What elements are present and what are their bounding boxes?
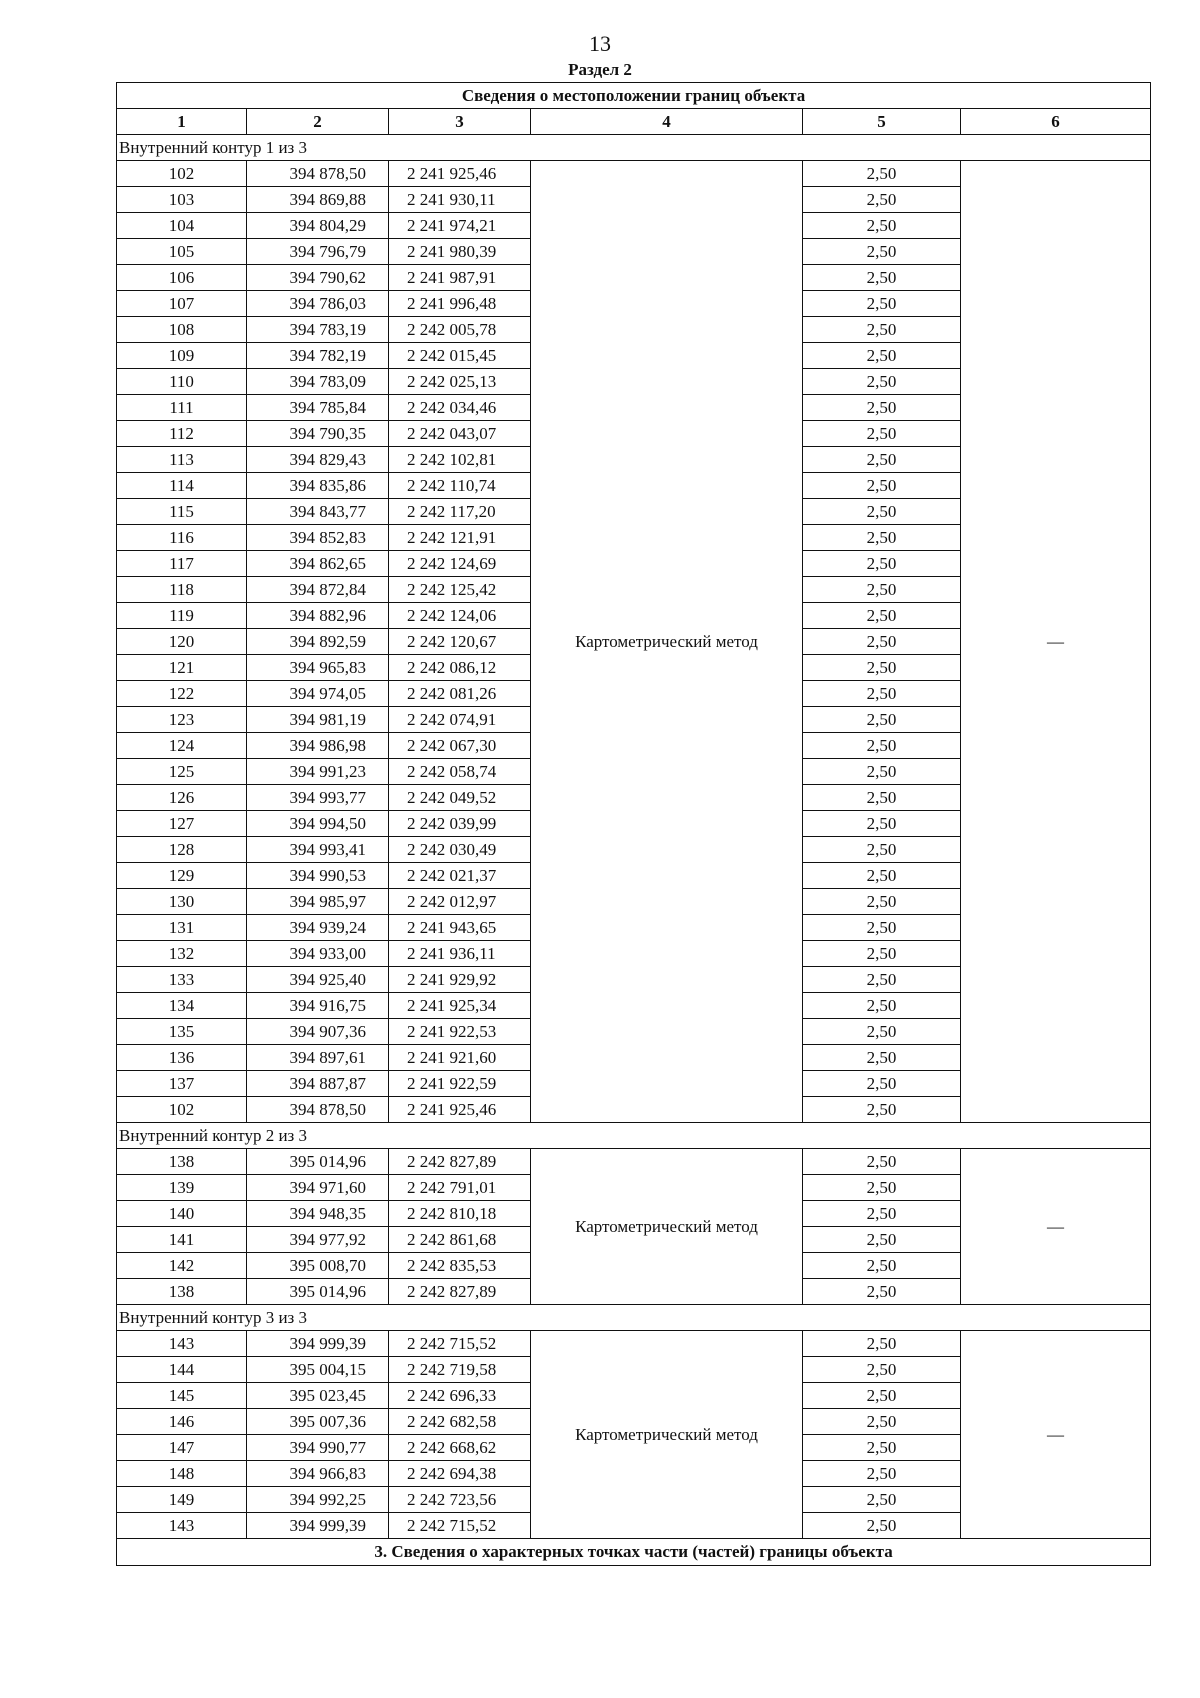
coordinate-y: 2 242 682,58 xyxy=(389,1409,531,1435)
accuracy-value: 2,50 xyxy=(803,1071,961,1097)
coordinate-x: 394 887,87 xyxy=(247,1071,389,1097)
accuracy-value: 2,50 xyxy=(803,161,961,187)
accuracy-value: 2,50 xyxy=(803,369,961,395)
point-number: 137 xyxy=(117,1071,247,1097)
contour-label: Внутренний контур 3 из 3 xyxy=(117,1305,1151,1331)
accuracy-value: 2,50 xyxy=(803,1201,961,1227)
coordinate-x: 394 999,39 xyxy=(247,1331,389,1357)
point-number: 121 xyxy=(117,655,247,681)
coordinate-y: 2 241 925,46 xyxy=(389,1097,531,1123)
coordinate-x: 394 796,79 xyxy=(247,239,389,265)
table-row xyxy=(117,1331,1151,1357)
point-number: 125 xyxy=(117,759,247,785)
coordinate-x: 394 878,50 xyxy=(247,161,389,187)
coordinate-y: 2 242 049,52 xyxy=(389,785,531,811)
accuracy-value: 2,50 xyxy=(803,395,961,421)
accuracy-value: 2,50 xyxy=(803,941,961,967)
coordinate-x: 394 892,59 xyxy=(247,629,389,655)
coordinate-x: 394 981,19 xyxy=(247,707,389,733)
column-number-6: 6 xyxy=(961,109,1151,135)
accuracy-value: 2,50 xyxy=(803,187,961,213)
accuracy-value: 2,50 xyxy=(803,1227,961,1253)
contour-label: Внутренний контур 1 из 3 xyxy=(117,135,1151,161)
coordinate-x: 394 971,60 xyxy=(247,1175,389,1201)
accuracy-value: 2,50 xyxy=(803,993,961,1019)
point-number: 114 xyxy=(117,473,247,499)
point-number: 146 xyxy=(117,1409,247,1435)
point-number: 143 xyxy=(117,1513,247,1539)
coordinate-y: 2 242 012,97 xyxy=(389,889,531,915)
coordinate-x: 394 990,53 xyxy=(247,863,389,889)
point-number: 133 xyxy=(117,967,247,993)
coordinate-y: 2 242 121,91 xyxy=(389,525,531,551)
coordinate-x: 394 872,84 xyxy=(247,577,389,603)
coordinate-y: 2 242 827,89 xyxy=(389,1279,531,1305)
point-number: 113 xyxy=(117,447,247,473)
point-number: 123 xyxy=(117,707,247,733)
coordinate-x: 395 004,15 xyxy=(247,1357,389,1383)
coordinate-y: 2 242 668,62 xyxy=(389,1435,531,1461)
accuracy-value: 2,50 xyxy=(803,1331,961,1357)
coordinate-y: 2 242 124,06 xyxy=(389,603,531,629)
coordinate-y: 2 241 980,39 xyxy=(389,239,531,265)
point-number: 126 xyxy=(117,785,247,811)
coordinate-y: 2 242 117,20 xyxy=(389,499,531,525)
point-number: 131 xyxy=(117,915,247,941)
column-number-2: 2 xyxy=(247,109,389,135)
coordinate-y: 2 241 996,48 xyxy=(389,291,531,317)
point-number: 108 xyxy=(117,317,247,343)
coordinate-y: 2 242 030,49 xyxy=(389,837,531,863)
point-number: 134 xyxy=(117,993,247,1019)
contour-label-row xyxy=(117,1123,1151,1149)
column-number-1: 1 xyxy=(117,109,247,135)
coordinate-x: 395 007,36 xyxy=(247,1409,389,1435)
accuracy-value: 2,50 xyxy=(803,1409,961,1435)
coordinate-y: 2 242 835,53 xyxy=(389,1253,531,1279)
table-title: Сведения о местоположении границ объекта xyxy=(117,83,1151,109)
coordinate-y: 2 241 922,59 xyxy=(389,1071,531,1097)
accuracy-value: 2,50 xyxy=(803,837,961,863)
point-number: 115 xyxy=(117,499,247,525)
coordinate-y: 2 241 974,21 xyxy=(389,213,531,239)
coordinate-y: 2 242 715,52 xyxy=(389,1513,531,1539)
coordinate-y: 2 242 058,74 xyxy=(389,759,531,785)
accuracy-value: 2,50 xyxy=(803,1357,961,1383)
contour-label-row xyxy=(117,135,1151,161)
coordinate-y: 2 241 943,65 xyxy=(389,915,531,941)
description-cell: — xyxy=(961,1149,1151,1305)
coordinate-x: 395 008,70 xyxy=(247,1253,389,1279)
coordinate-x: 394 993,77 xyxy=(247,785,389,811)
coordinate-y: 2 242 791,01 xyxy=(389,1175,531,1201)
accuracy-value: 2,50 xyxy=(803,1097,961,1123)
point-number: 116 xyxy=(117,525,247,551)
accuracy-value: 2,50 xyxy=(803,265,961,291)
contour-label: Внутренний контур 2 из 3 xyxy=(117,1123,1151,1149)
coordinate-y: 2 242 067,30 xyxy=(389,733,531,759)
point-number: 138 xyxy=(117,1149,247,1175)
coordinate-y: 2 242 039,99 xyxy=(389,811,531,837)
coordinate-y: 2 242 124,69 xyxy=(389,551,531,577)
point-number: 124 xyxy=(117,733,247,759)
coordinate-y: 2 242 861,68 xyxy=(389,1227,531,1253)
coordinate-y: 2 242 719,58 xyxy=(389,1357,531,1383)
coordinate-x: 394 835,86 xyxy=(247,473,389,499)
accuracy-value: 2,50 xyxy=(803,317,961,343)
description-cell: — xyxy=(961,161,1151,1123)
coordinate-x: 394 783,09 xyxy=(247,369,389,395)
coordinate-y: 2 242 694,38 xyxy=(389,1461,531,1487)
accuracy-value: 2,50 xyxy=(803,447,961,473)
coordinate-y: 2 242 102,81 xyxy=(389,447,531,473)
point-number: 128 xyxy=(117,837,247,863)
accuracy-value: 2,50 xyxy=(803,1019,961,1045)
coordinate-x: 395 023,45 xyxy=(247,1383,389,1409)
column-number-4: 4 xyxy=(531,109,803,135)
coordinate-x: 394 948,35 xyxy=(247,1201,389,1227)
coordinate-y: 2 241 925,46 xyxy=(389,161,531,187)
coordinate-y: 2 242 715,52 xyxy=(389,1331,531,1357)
section-title: Раздел 2 xyxy=(568,60,632,79)
point-number: 122 xyxy=(117,681,247,707)
footer-row xyxy=(117,1539,1151,1566)
accuracy-value: 2,50 xyxy=(803,1487,961,1513)
accuracy-value: 2,50 xyxy=(803,577,961,603)
accuracy-value: 2,50 xyxy=(803,785,961,811)
coordinate-x: 394 843,77 xyxy=(247,499,389,525)
coordinate-y: 2 242 043,07 xyxy=(389,421,531,447)
point-number: 149 xyxy=(117,1487,247,1513)
coordinate-y: 2 242 120,67 xyxy=(389,629,531,655)
coordinate-x: 394 993,41 xyxy=(247,837,389,863)
accuracy-value: 2,50 xyxy=(803,655,961,681)
coordinate-y: 2 242 125,42 xyxy=(389,577,531,603)
accuracy-value: 2,50 xyxy=(803,1513,961,1539)
point-number: 142 xyxy=(117,1253,247,1279)
point-number: 106 xyxy=(117,265,247,291)
accuracy-value: 2,50 xyxy=(803,499,961,525)
point-number: 147 xyxy=(117,1435,247,1461)
method-cell: Картометрический метод xyxy=(531,161,803,1123)
boundary-coordinates-table xyxy=(116,82,1151,1566)
coordinate-y: 2 242 074,91 xyxy=(389,707,531,733)
accuracy-value: 2,50 xyxy=(803,629,961,655)
point-number: 141 xyxy=(117,1227,247,1253)
coordinate-x: 394 804,29 xyxy=(247,213,389,239)
column-number-5: 5 xyxy=(803,109,961,135)
accuracy-value: 2,50 xyxy=(803,1279,961,1305)
point-number: 138 xyxy=(117,1279,247,1305)
coordinate-x: 394 786,03 xyxy=(247,291,389,317)
footer-title: 3. Сведения о характерных точках части (частей) границы объекта xyxy=(117,1539,1151,1566)
column-number-3: 3 xyxy=(389,109,531,135)
coordinate-y: 2 242 110,74 xyxy=(389,473,531,499)
point-number: 102 xyxy=(117,1097,247,1123)
method-cell: Картометрический метод xyxy=(531,1149,803,1305)
coordinate-x: 394 933,00 xyxy=(247,941,389,967)
description-cell: — xyxy=(961,1331,1151,1539)
coordinate-y: 2 241 922,53 xyxy=(389,1019,531,1045)
coordinate-y: 2 242 810,18 xyxy=(389,1201,531,1227)
accuracy-value: 2,50 xyxy=(803,525,961,551)
accuracy-value: 2,50 xyxy=(803,551,961,577)
coordinate-x: 394 916,75 xyxy=(247,993,389,1019)
coordinate-x: 394 790,35 xyxy=(247,421,389,447)
method-cell: Картометрический метод xyxy=(531,1331,803,1539)
point-number: 103 xyxy=(117,187,247,213)
point-number: 119 xyxy=(117,603,247,629)
coordinate-x: 394 965,83 xyxy=(247,655,389,681)
coordinate-y: 2 242 005,78 xyxy=(389,317,531,343)
point-number: 127 xyxy=(117,811,247,837)
coordinate-y: 2 242 723,56 xyxy=(389,1487,531,1513)
coordinate-x: 394 897,61 xyxy=(247,1045,389,1071)
accuracy-value: 2,50 xyxy=(803,473,961,499)
accuracy-value: 2,50 xyxy=(803,239,961,265)
coordinate-x: 394 999,39 xyxy=(247,1513,389,1539)
point-number: 135 xyxy=(117,1019,247,1045)
accuracy-value: 2,50 xyxy=(803,603,961,629)
coordinate-x: 394 985,97 xyxy=(247,889,389,915)
coordinate-y: 2 242 015,45 xyxy=(389,343,531,369)
point-number: 145 xyxy=(117,1383,247,1409)
point-number: 144 xyxy=(117,1357,247,1383)
coordinate-x: 394 782,19 xyxy=(247,343,389,369)
point-number: 111 xyxy=(117,395,247,421)
accuracy-value: 2,50 xyxy=(803,915,961,941)
accuracy-value: 2,50 xyxy=(803,1383,961,1409)
coordinate-x: 394 966,83 xyxy=(247,1461,389,1487)
coordinate-x: 394 992,25 xyxy=(247,1487,389,1513)
point-number: 140 xyxy=(117,1201,247,1227)
coordinate-y: 2 242 086,12 xyxy=(389,655,531,681)
point-number: 109 xyxy=(117,343,247,369)
accuracy-value: 2,50 xyxy=(803,733,961,759)
coordinate-y: 2 241 925,34 xyxy=(389,993,531,1019)
accuracy-value: 2,50 xyxy=(803,1253,961,1279)
point-number: 104 xyxy=(117,213,247,239)
accuracy-value: 2,50 xyxy=(803,863,961,889)
coordinate-x: 394 829,43 xyxy=(247,447,389,473)
accuracy-value: 2,50 xyxy=(803,421,961,447)
accuracy-value: 2,50 xyxy=(803,1435,961,1461)
coordinate-x: 394 878,50 xyxy=(247,1097,389,1123)
accuracy-value: 2,50 xyxy=(803,213,961,239)
coordinate-x: 394 991,23 xyxy=(247,759,389,785)
point-number: 132 xyxy=(117,941,247,967)
point-number: 136 xyxy=(117,1045,247,1071)
coordinate-x: 394 869,88 xyxy=(247,187,389,213)
coordinate-x: 394 907,36 xyxy=(247,1019,389,1045)
coordinate-x: 394 977,92 xyxy=(247,1227,389,1253)
accuracy-value: 2,50 xyxy=(803,707,961,733)
point-number: 105 xyxy=(117,239,247,265)
point-number: 110 xyxy=(117,369,247,395)
point-number: 148 xyxy=(117,1461,247,1487)
coordinate-x: 394 882,96 xyxy=(247,603,389,629)
accuracy-value: 2,50 xyxy=(803,1175,961,1201)
point-number: 130 xyxy=(117,889,247,915)
point-number: 143 xyxy=(117,1331,247,1357)
accuracy-value: 2,50 xyxy=(803,811,961,837)
coordinate-x: 394 986,98 xyxy=(247,733,389,759)
point-number: 117 xyxy=(117,551,247,577)
page-number: 13 xyxy=(589,31,611,56)
accuracy-value: 2,50 xyxy=(803,1045,961,1071)
coordinate-x: 394 990,77 xyxy=(247,1435,389,1461)
coordinate-y: 2 241 921,60 xyxy=(389,1045,531,1071)
table-row xyxy=(117,1149,1151,1175)
contour-label-row xyxy=(117,1305,1151,1331)
point-number: 107 xyxy=(117,291,247,317)
point-number: 118 xyxy=(117,577,247,603)
coordinate-x: 394 862,65 xyxy=(247,551,389,577)
accuracy-value: 2,50 xyxy=(803,343,961,369)
coordinate-y: 2 241 929,92 xyxy=(389,967,531,993)
coordinate-y: 2 242 034,46 xyxy=(389,395,531,421)
accuracy-value: 2,50 xyxy=(803,889,961,915)
coordinate-y: 2 241 987,91 xyxy=(389,265,531,291)
coordinate-x: 394 785,84 xyxy=(247,395,389,421)
coordinate-x: 395 014,96 xyxy=(247,1149,389,1175)
coordinate-x: 394 783,19 xyxy=(247,317,389,343)
coordinate-x: 394 925,40 xyxy=(247,967,389,993)
accuracy-value: 2,50 xyxy=(803,967,961,993)
point-number: 120 xyxy=(117,629,247,655)
accuracy-value: 2,50 xyxy=(803,681,961,707)
column-number-row xyxy=(117,109,1151,135)
accuracy-value: 2,50 xyxy=(803,291,961,317)
coordinate-y: 2 241 936,11 xyxy=(389,941,531,967)
coordinate-y: 2 242 696,33 xyxy=(389,1383,531,1409)
coordinate-x: 395 014,96 xyxy=(247,1279,389,1305)
accuracy-value: 2,50 xyxy=(803,759,961,785)
coordinate-y: 2 242 025,13 xyxy=(389,369,531,395)
coordinate-y: 2 242 081,26 xyxy=(389,681,531,707)
point-number: 129 xyxy=(117,863,247,889)
coordinate-y: 2 242 827,89 xyxy=(389,1149,531,1175)
point-number: 112 xyxy=(117,421,247,447)
coordinate-x: 394 852,83 xyxy=(247,525,389,551)
coordinate-x: 394 790,62 xyxy=(247,265,389,291)
coordinate-x: 394 974,05 xyxy=(247,681,389,707)
coordinate-y: 2 242 021,37 xyxy=(389,863,531,889)
point-number: 139 xyxy=(117,1175,247,1201)
coordinate-x: 394 939,24 xyxy=(247,915,389,941)
table-row xyxy=(117,161,1151,187)
accuracy-value: 2,50 xyxy=(803,1461,961,1487)
coordinate-y: 2 241 930,11 xyxy=(389,187,531,213)
accuracy-value: 2,50 xyxy=(803,1149,961,1175)
point-number: 102 xyxy=(117,161,247,187)
coordinate-x: 394 994,50 xyxy=(247,811,389,837)
